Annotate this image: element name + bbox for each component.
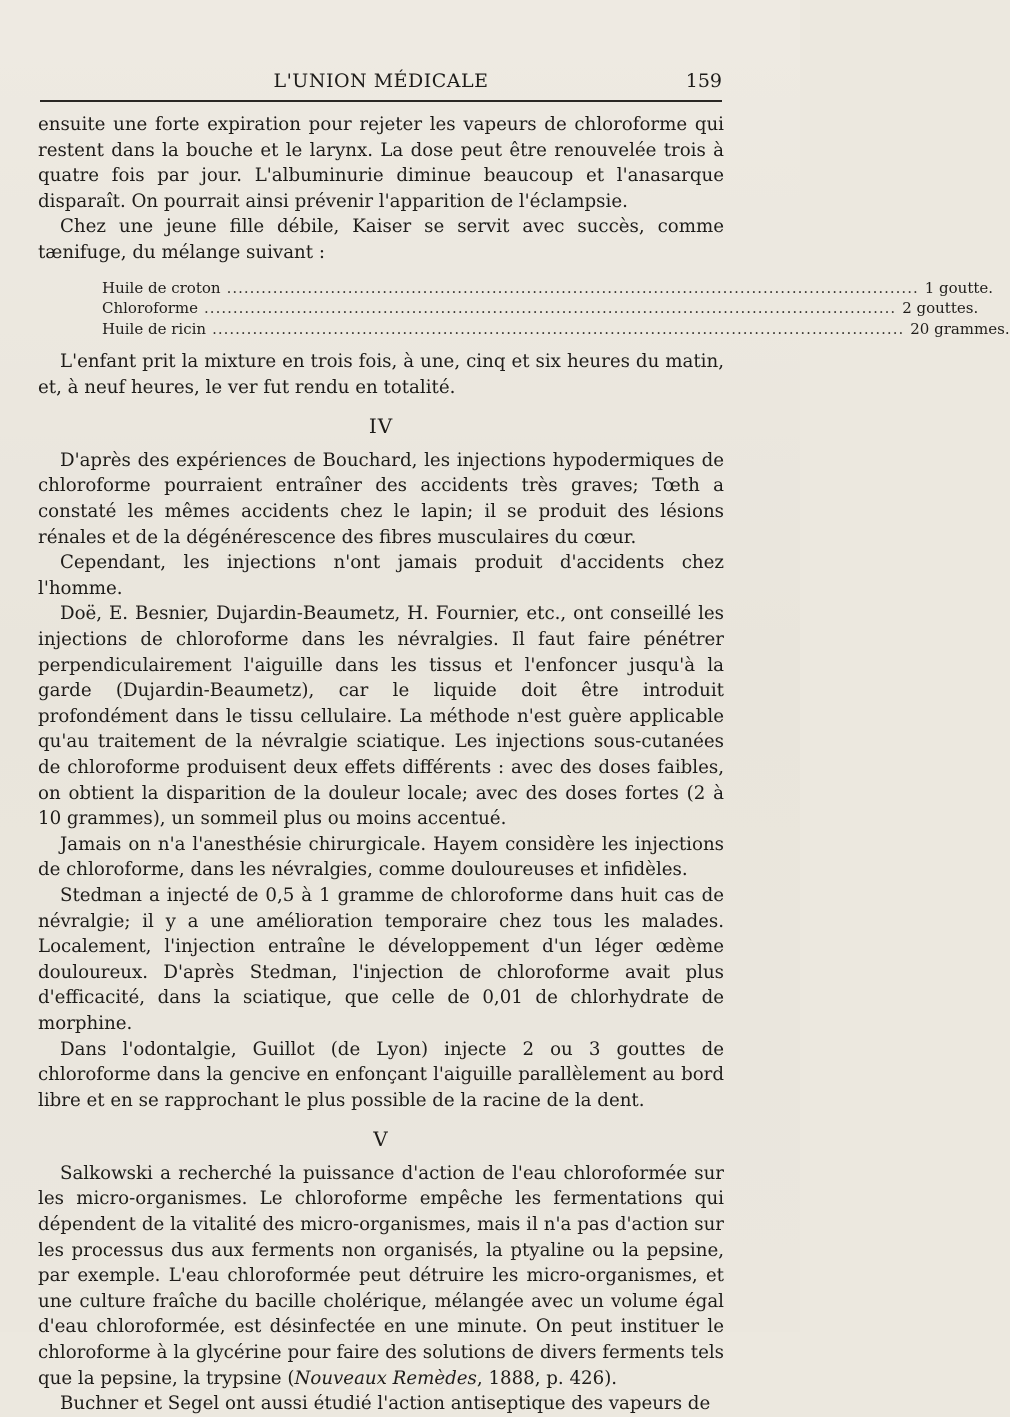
recipe-list [102,278,1010,340]
paragraph-9: Dans l'odontalgie, Guillot (de Lyon) injecte 2 ou 3 gouttes de chloroforme dans la gencive en enfonçant l'aiguille parallèlement au bord libre et en se rapprochant le plus possible de la racine de la dent. [38,1038,724,1111]
paragraph-11: Buchner et Segel ont aussi étudié l'action antiseptique des vapeurs de [60,1393,711,1415]
body-text [38,112,1010,1417]
paragraph-8: Stedman a injecté de 0,5 à 1 gramme de chloroforme dans huit cas de névralgie; il y a une amélioration temporaire chez tous les malades. Localement, l'injection entraîne le développement d'un léger œdème douloureux. D'après Stedman, l'injection de chloroforme avait plus d'efficacité, dans la sciatique, que celle de 0,01 de chlorhydrate de morphine. [38,884,724,1034]
recipe-ingredient: Huile de ricin [102,319,207,338]
paragraph-5: Cependant, les injections n'ont jamais produit d'accidents chez l'homme. [38,552,724,599]
recipe-ingredient: Huile de croton [102,278,221,297]
paragraph-7: Jamais on n'a l'anesthésie chirurgicale. Hayem considère les injections de chloroforme, dans les névralgies, comme douloureuses et infidèles. [38,833,724,881]
section-heading-iv: IV [368,414,394,439]
paragraph-10 [38,1161,724,1391]
section-heading-v: V [373,1127,389,1152]
paragraph-4: D'après des expériences de Bouchard, les injections hypodermiques de chloroforme pourraient entraîner des accidents très graves; Tœth a constaté les mêmes accidents chez le lapin; il se produit des lésions rénales et de la dégénérescence des fibres musculaires du cœur. [38,449,724,548]
recipe-item [102,278,994,299]
paragraph-10-text: Salkowski a recherché la puissance d'action de l'eau chloroformée sur les micro-organismes. Le chloroforme empêche les fermentations qui dépendent de la vitalité des micro-organismes, mais il n'a pas d'action sur les processus dus aux ferments non organisés, la ptyaline ou la pepsine, par exemple. L'eau chloroformée peut détruire les micro-organismes, et une culture fraîche du bacille cholérique, mélangée avec un volume égal d'eau chloroformée, est désinfectée en une minute. On peut instituer le chloroforme à la glycérine pour faire des solutions de divers ferments tels que la pepsine, la trypsine ( [38,1162,724,1389]
paragraph-6: Doë, E. Besnier, Dujardin-Beaumetz, H. Fournier, etc., ont conseillé les injections de chloroforme dans les névralgies. Il faut faire pénétrer perpendiculairement l'aiguille dans les tissus et l'enfoncer jusqu'à la garde (Dujardin-Beaumetz), car le liquide doit être introduit profondément dans le tissu cellulaire. La méthode n'est guère applicable qu'au traitement de la névralgie sciatique. Les injections sous-cutanées de chloroforme produisent deux effets différents : avec des doses faibles, on obtient la disparition de la douleur locale; avec des doses fortes (2 à 10 grammes), un sommeil plus ou moins accentué. [38,603,724,830]
page-number: 159 [685,70,722,92]
leader-dots: ........................................................................................................................ [212,319,905,338]
paragraph-1: ensuite une forte expiration pour rejeter les vapeurs de chloroforme qui restent dans la bouche et le larynx. La dose peut être renouvelée trois à quatre fois par jour. L'albuminurie diminue beaucoup et l'anasarque disparaît. On pourrait ainsi prévenir l'apparition de l'éclampsie. [38,114,724,212]
recipe-dose: 1 goutte. [924,278,994,297]
recipe-dose: 20 grammes. [910,319,1010,338]
header-rule [40,100,722,102]
leader-dots: ........................................................................................................................ [226,278,919,297]
paragraph-2: Chez une jeune fille débile, Kaiser se servit avec succès, comme tænifuge, du mélange suivant : [38,216,724,263]
citation-title: Nouveaux Remèdes [294,1367,477,1389]
recipe-ingredient: Chloroforme [102,299,199,318]
recipe-dose: 2 gouttes. [902,299,979,318]
leader-dots: ........................................................................................................................ [204,299,897,318]
page-header [40,62,722,102]
citation-details: , 1888, p. 426). [476,1367,618,1389]
recipe-item [102,298,979,319]
paragraph-3: L'enfant prit la mixture en trois fois, à une, cinq et six heures du matin, et, à neuf heures, le ver fut rendu en totalité. [38,351,724,398]
running-title: L'UNION MÉDICALE [273,70,489,92]
recipe-item [102,319,1010,340]
